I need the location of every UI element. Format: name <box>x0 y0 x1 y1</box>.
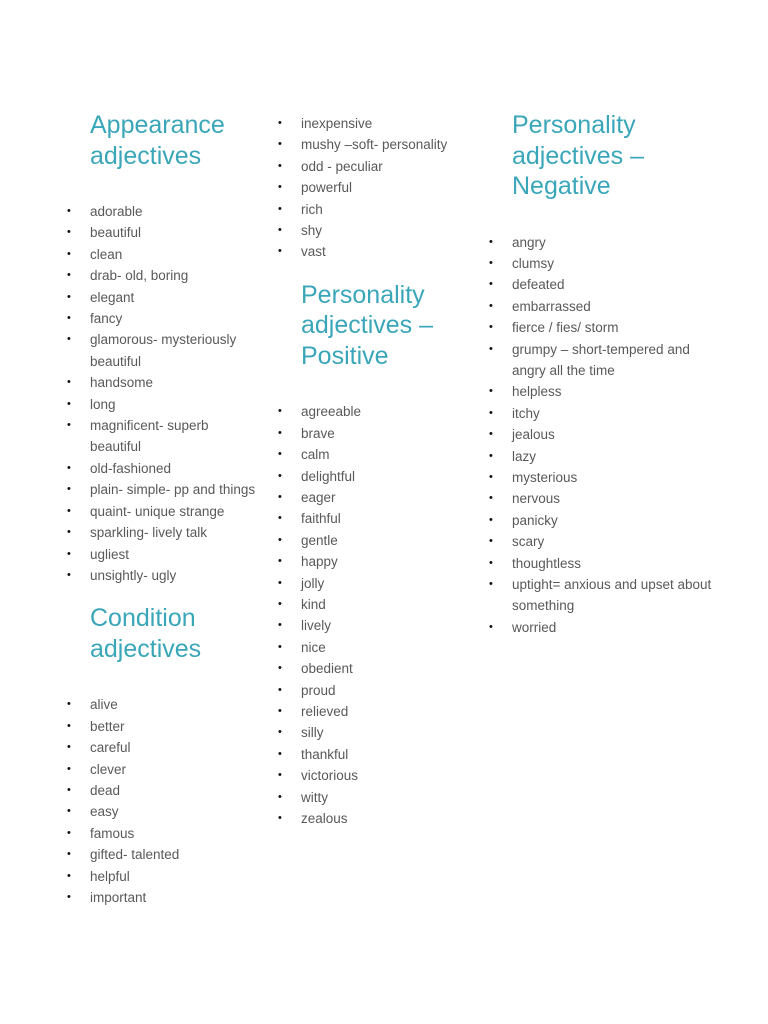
list-item: • uptight= anxious and upset about something <box>512 574 712 617</box>
list-item: • lazy <box>512 446 712 467</box>
list-item: • rich <box>301 199 471 220</box>
appearance-list <box>90 201 260 586</box>
list-item: • important <box>90 887 260 908</box>
list-item: • grumpy – short-tempered and angry all the time <box>512 339 712 382</box>
list-item: • kind <box>301 594 471 615</box>
list-item: • obedient <box>301 658 471 679</box>
list-item: • eager <box>301 487 471 508</box>
personality-positive-heading: Personality adjectives – Positive <box>301 280 434 370</box>
list-item: • delightful <box>301 466 471 487</box>
appearance-heading: Appearance adjectives <box>90 111 225 170</box>
list-item: • proud <box>301 680 471 701</box>
list-item: • helpful <box>90 866 260 887</box>
list-item: • elegant <box>90 287 260 308</box>
list-item: • silly <box>301 722 471 743</box>
list-item: • mysterious <box>512 467 712 488</box>
list-item: • angry <box>512 232 712 253</box>
list-item: • nice <box>301 637 471 658</box>
list-item: • thoughtless <box>512 553 712 574</box>
list-item: • lively <box>301 615 471 636</box>
list-item: • thankful <box>301 744 471 765</box>
list-item: • careful <box>90 737 260 758</box>
list-item: • better <box>90 716 260 737</box>
list-item: • jealous <box>512 424 712 445</box>
list-item: • famous <box>90 823 260 844</box>
list-item: • relieved <box>301 701 471 722</box>
condition-list-continued <box>301 113 471 263</box>
list-item: • dead <box>90 780 260 801</box>
list-item: • glamorous- mysteriously beautiful <box>90 329 260 372</box>
list-item: • shy <box>301 220 471 241</box>
column-1 <box>90 110 260 908</box>
list-item: • odd - peculiar <box>301 156 471 177</box>
list-item: • long <box>90 394 260 415</box>
list-item: • agreeable <box>301 401 471 422</box>
condition-list <box>90 694 260 908</box>
list-item: • worried <box>512 617 712 638</box>
list-item: • adorable <box>90 201 260 222</box>
list-item: • clever <box>90 759 260 780</box>
condition-heading: Condition adjectives <box>90 604 202 663</box>
list-item: • scary <box>512 531 712 552</box>
list-item: • gentle <box>301 530 471 551</box>
list-item: • brave <box>301 423 471 444</box>
list-item: • zealous <box>301 808 471 829</box>
list-item: • alive <box>90 694 260 715</box>
list-item: • jolly <box>301 573 471 594</box>
list-item: • sparkling- lively talk <box>90 522 260 543</box>
list-item: • plain- simple- pp and things <box>90 479 260 500</box>
list-item: • witty <box>301 787 471 808</box>
list-item: • victorious <box>301 765 471 786</box>
list-item: • unsightly- ugly <box>90 565 260 586</box>
list-item: • calm <box>301 444 471 465</box>
list-item: • panicky <box>512 510 712 531</box>
list-item: • nervous <box>512 488 712 509</box>
list-item: • happy <box>301 551 471 572</box>
list-item: • fierce / fies/ storm <box>512 317 712 338</box>
list-item: • inexpensive <box>301 113 471 134</box>
list-item: • easy <box>90 801 260 822</box>
list-item: • faithful <box>301 508 471 529</box>
list-item: • handsome <box>90 372 260 393</box>
list-item: • gifted- talented <box>90 844 260 865</box>
list-item: • ugliest <box>90 544 260 565</box>
personality-negative-heading: Personality adjectives – Negative <box>512 111 645 200</box>
list-item: • vast <box>301 241 471 262</box>
personality-positive-list <box>301 401 471 829</box>
list-item: • itchy <box>512 403 712 424</box>
column-2 <box>301 113 471 829</box>
list-item: • embarrassed <box>512 296 712 317</box>
personality-negative-list <box>512 232 712 639</box>
list-item: • magnificent- superb beautiful <box>90 415 260 458</box>
list-item: • beautiful <box>90 222 260 243</box>
list-item: • clean <box>90 244 260 265</box>
list-item: • old-fashioned <box>90 458 260 479</box>
list-item: • clumsy <box>512 253 712 274</box>
list-item: • powerful <box>301 177 471 198</box>
list-item: • drab- old, boring <box>90 265 260 286</box>
list-item: • defeated <box>512 274 712 295</box>
column-3 <box>512 110 712 638</box>
list-item: • helpless <box>512 381 712 402</box>
list-item: • fancy <box>90 308 260 329</box>
list-item: • quaint- unique strange <box>90 501 260 522</box>
list-item: • mushy –soft- personality <box>301 134 471 155</box>
